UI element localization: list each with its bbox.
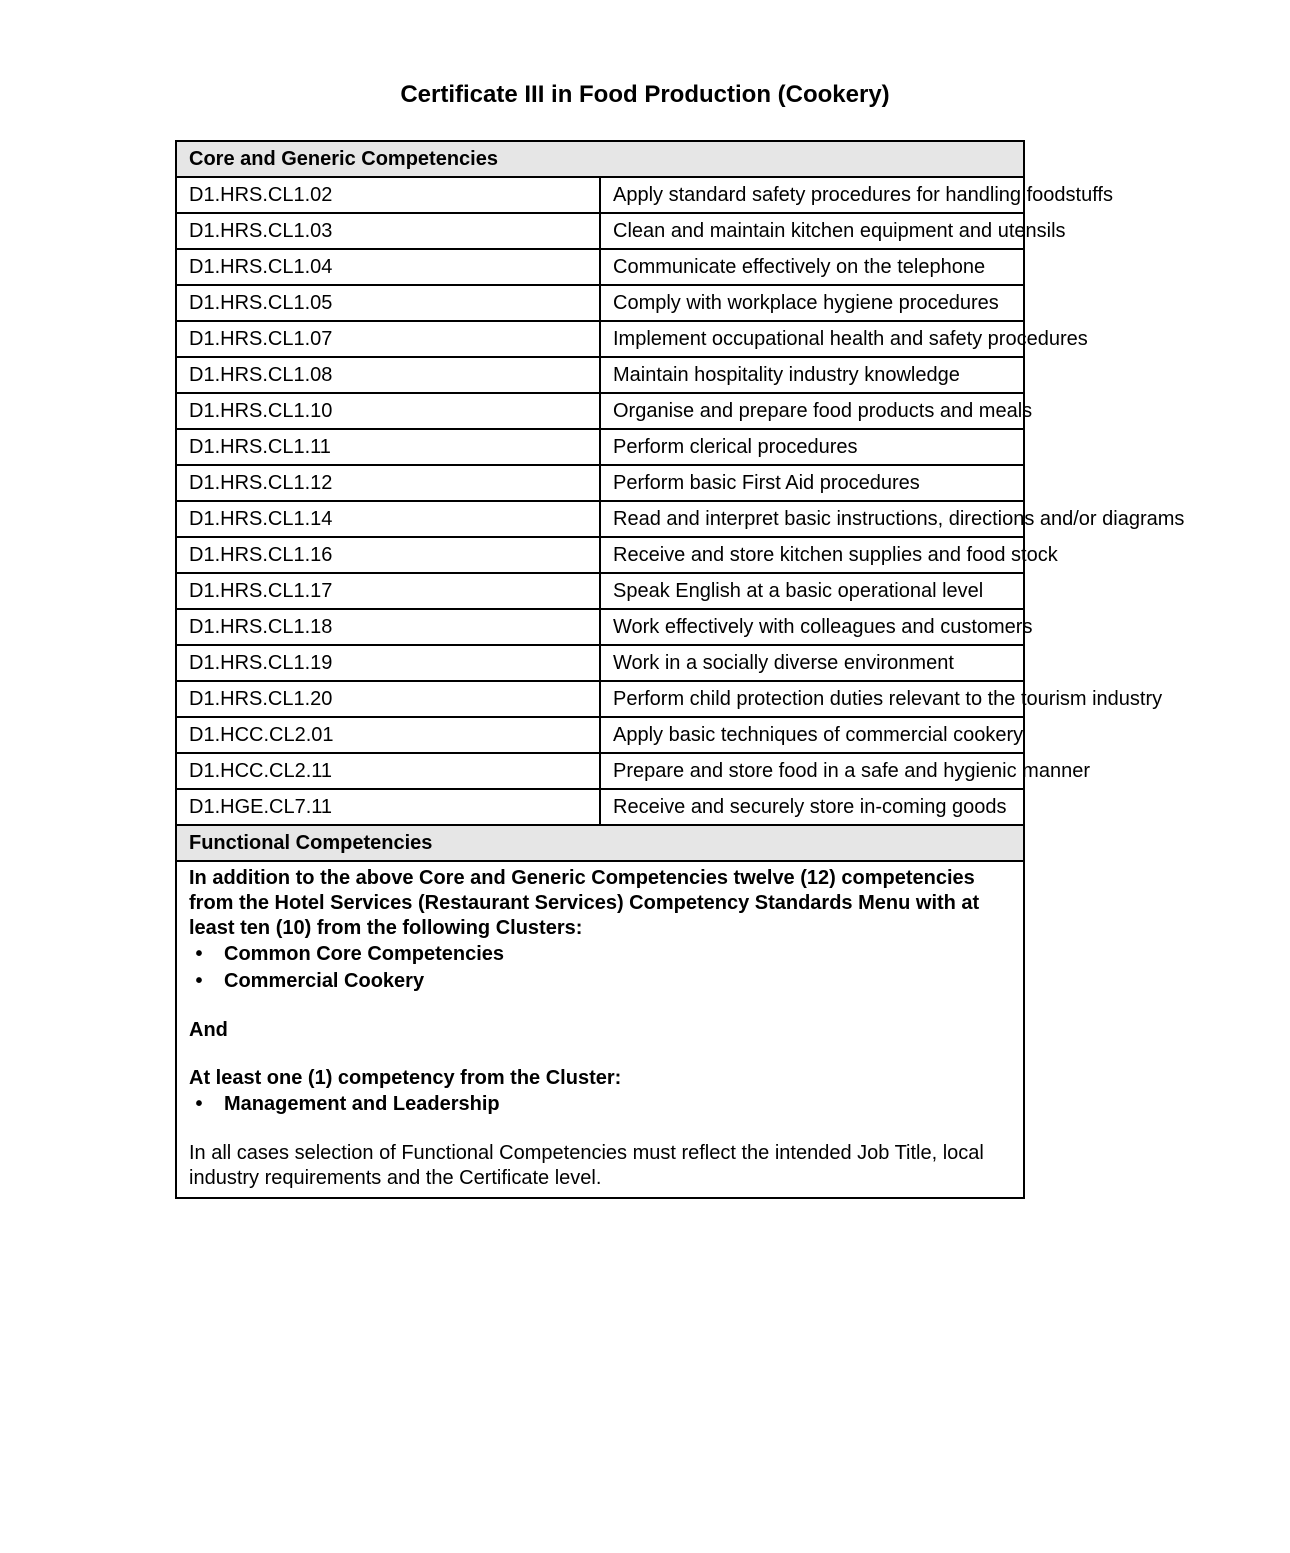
competency-row [176, 321, 1024, 357]
competency-title: Perform clerical procedures [600, 429, 1024, 465]
competency-title: Read and interpret basic instructions, directions and/or diagrams [600, 501, 1024, 537]
competency-code: D1.HRS.CL1.10 [176, 393, 600, 429]
functional-intro: In addition to the above Core and Generic Competencies twelve (12) competencies from the Hotel Services (Restaurant Services) Competency Standards Menu with at least ten (10) from the following Clusters: [189, 867, 980, 939]
competency-title: Maintain hospitality industry knowledge [600, 357, 1024, 393]
competency-table [175, 140, 1185, 1199]
competency-title: Implement occupational health and safety procedures [600, 321, 1024, 357]
competency-row [176, 681, 1024, 717]
functional-note [176, 861, 1024, 1198]
competency-title: Apply standard safety procedures for handling foodstuffs [600, 177, 1024, 213]
competency-row [176, 753, 1024, 789]
competency-code: D1.HRS.CL1.04 [176, 249, 600, 285]
cluster-list-secondary [189, 1091, 1013, 1118]
competency-title: Communicate effectively on the telephone [600, 249, 1024, 285]
competency-row [176, 465, 1024, 501]
closing-note: In all cases selection of Functional Competencies must reflect the intended Job Title, local industry requirements and the Certificate level. [189, 1142, 984, 1189]
bullet-icon: • [195, 943, 203, 965]
competency-code: D1.HCC.CL2.11 [176, 753, 600, 789]
competency-title: Perform basic First Aid procedures [600, 465, 1024, 501]
competency-row [176, 537, 1024, 573]
cluster-name: Commercial Cookery [224, 970, 425, 992]
core-section-header-row [176, 141, 1024, 177]
competency-title: Work effectively with colleagues and customers [600, 609, 1024, 645]
second-intro: At least one (1) competency from the Cluster: [189, 1067, 622, 1089]
competency-row [176, 789, 1024, 825]
competency-row [176, 609, 1024, 645]
competency-title: Prepare and store food in a safe and hygienic manner [600, 753, 1024, 789]
cluster-name: Common Core Competencies [224, 943, 505, 965]
bullet-icon: • [195, 1093, 203, 1115]
competency-title: Receive and securely store in-coming goods [600, 789, 1024, 825]
competency-code: D1.HCC.CL2.01 [176, 717, 600, 753]
competency-title: Perform child protection duties relevant to the tourism industry [600, 681, 1024, 717]
competency-row [176, 573, 1024, 609]
functional-section-header: Functional Competencies [176, 825, 1024, 861]
competency-row [176, 393, 1024, 429]
competency-title: Apply basic techniques of commercial cookery [600, 717, 1024, 753]
competency-title: Clean and maintain kitchen equipment and utensils [600, 213, 1024, 249]
cluster-list-primary [189, 941, 1013, 995]
competency-row [176, 429, 1024, 465]
competency-row [176, 357, 1024, 393]
bullet-icon: • [195, 970, 203, 992]
competency-row [176, 177, 1024, 213]
competency-title: Receive and store kitchen supplies and food stock [600, 537, 1024, 573]
competency-code: D1.HRS.CL1.03 [176, 213, 600, 249]
competency-row [176, 285, 1024, 321]
competency-row [176, 645, 1024, 681]
competency-code: D1.HRS.CL1.05 [176, 285, 600, 321]
and-text: And [189, 1019, 228, 1041]
competency-code: D1.HRS.CL1.12 [176, 465, 600, 501]
competency-title: Work in a socially diverse environment [600, 645, 1024, 681]
cluster-item [189, 941, 1013, 968]
competency-code: D1.HRS.CL1.14 [176, 501, 600, 537]
competency-code: D1.HGE.CL7.11 [176, 789, 600, 825]
competency-code: D1.HRS.CL1.19 [176, 645, 600, 681]
core-section-header: Core and Generic Competencies [176, 141, 1024, 177]
competency-code: D1.HRS.CL1.07 [176, 321, 600, 357]
competency-code: D1.HRS.CL1.20 [176, 681, 600, 717]
competency-row [176, 501, 1024, 537]
cluster-item [189, 1091, 1013, 1118]
competency-row [176, 717, 1024, 753]
competency-title: Speak English at a basic operational level [600, 573, 1024, 609]
functional-section-header-row [176, 825, 1024, 861]
competency-code: D1.HRS.CL1.02 [176, 177, 600, 213]
competency-code: D1.HRS.CL1.16 [176, 537, 600, 573]
competency-title: Organise and prepare food products and meals [600, 393, 1024, 429]
competency-code: D1.HRS.CL1.17 [176, 573, 600, 609]
cluster-name: Management and Leadership [224, 1093, 500, 1115]
competency-row [176, 249, 1024, 285]
competency-code: D1.HRS.CL1.11 [176, 429, 600, 465]
functional-note-row [176, 861, 1024, 1198]
competency-code: D1.HRS.CL1.18 [176, 609, 600, 645]
competency-title: Comply with workplace hygiene procedures [600, 285, 1024, 321]
competency-code: D1.HRS.CL1.08 [176, 357, 600, 393]
competency-row [176, 213, 1024, 249]
page-title: Certificate III in Food Production (Cookery) [400, 81, 890, 108]
cluster-item [189, 968, 1013, 995]
